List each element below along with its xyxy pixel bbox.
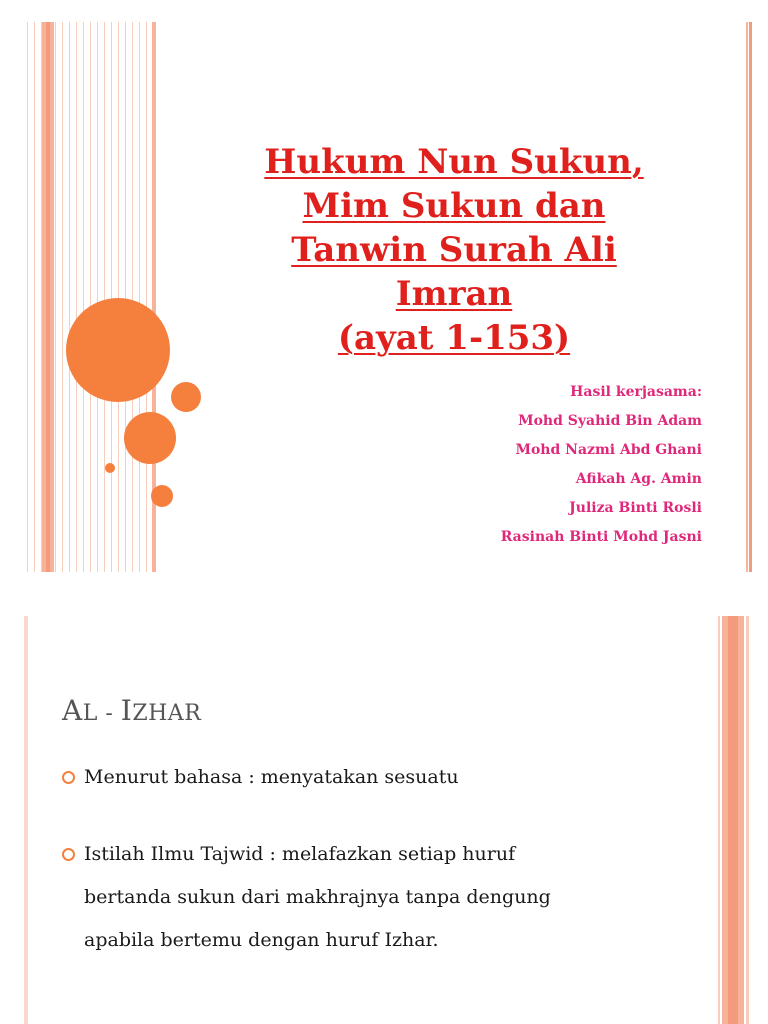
bullet-text: Istilah Ilmu Tajwid : melafazkan setiap huruf: [84, 843, 516, 865]
credit-name: Afikah Ag. Amin: [575, 471, 702, 487]
title-line: (ayat 1-153): [337, 318, 571, 358]
bullet-circle-icon: [62, 771, 75, 784]
decorative-circle: [151, 485, 173, 507]
title-line: Mim Sukun dan: [302, 186, 606, 226]
decorative-circle: [171, 382, 201, 412]
slide-heading: AL - IZHAR: [62, 694, 202, 727]
title-line: Imran: [395, 274, 513, 314]
title-line: Tanwin Surah Ali: [291, 230, 617, 270]
decorative-stripes-right: [716, 616, 752, 1024]
title-line: Hukum Nun Sukun,: [264, 142, 644, 182]
bullet-text: Menurut bahasa : menyatakan sesuatu: [84, 766, 459, 788]
content-slide: [24, 616, 752, 1024]
credits-heading: Hasil kerjasama:: [570, 384, 702, 400]
decorative-stripe: [46, 22, 50, 572]
credit-name: Juliza Binti Rosli: [569, 500, 702, 516]
bullet-item: [62, 833, 692, 962]
credit-name: Mohd Syahid Bin Adam: [518, 413, 702, 429]
credit-name: Mohd Nazmi Abd Ghani: [515, 442, 702, 458]
bullet-text: apabila bertemu dengan huruf Izhar.: [84, 929, 439, 951]
slide-title: [214, 140, 694, 360]
decorative-stripes-right: [746, 22, 752, 572]
title-slide: [24, 22, 752, 572]
bullet-item: [62, 756, 692, 799]
decorative-circle-small: [105, 463, 115, 473]
credit-name: Rasinah Binti Mohd Jasni: [500, 529, 702, 545]
bullet-list: [62, 756, 692, 996]
decorative-circle-large: [66, 298, 170, 402]
credits-list: [501, 378, 702, 552]
decorative-circle: [124, 412, 176, 464]
bullet-circle-icon: [62, 848, 75, 861]
decorative-stripe-left: [24, 616, 28, 1024]
bullet-text: bertanda sukun dari makhrajnya tanpa dengung: [84, 886, 551, 908]
